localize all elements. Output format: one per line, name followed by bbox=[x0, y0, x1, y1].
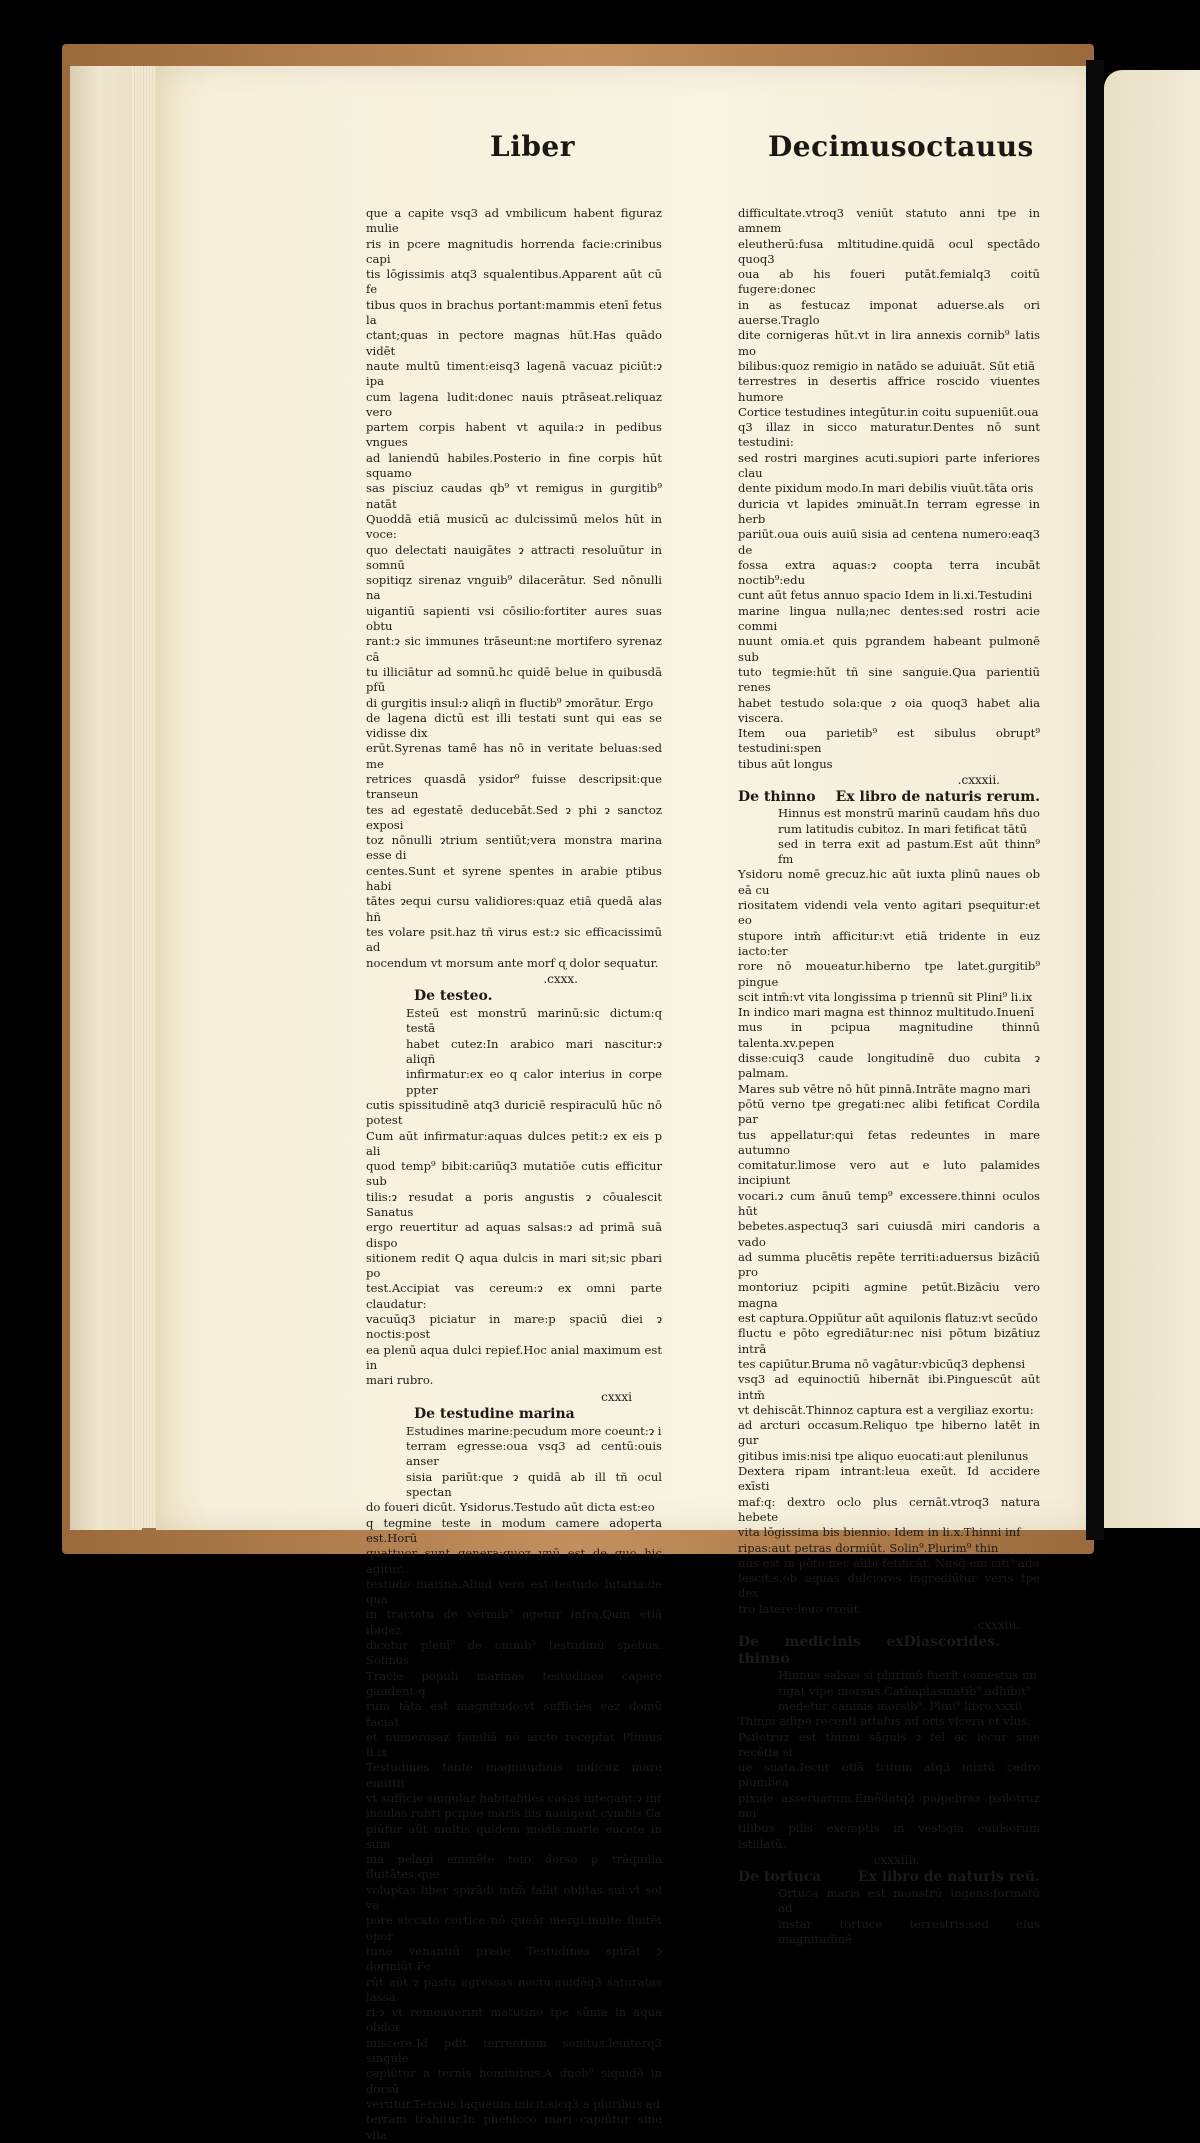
text-line: tes ad egestatē deducebāt.Sed ɂ phi ɂ sanctoz exposi bbox=[366, 802, 662, 832]
text-line: sopitiqz sirenaz vnguib⁹ dilacerātur. Sed nōnulli na bbox=[366, 573, 662, 603]
text-line: ctant;quas in pectore magnas hūt.Has quādo vidēt bbox=[366, 328, 662, 358]
section-text bbox=[738, 806, 1040, 1617]
text-line: Hinnus salsus si plurimū fuerit comestus mi bbox=[778, 1668, 1037, 1683]
text-line: fossa extra aquas:ɂ coopta terra incubāt noctib⁹:edu bbox=[738, 557, 1040, 588]
text-line: partem corpis habent vt aquila:ɂ in pedibus vngues bbox=[366, 420, 662, 450]
text-line: rant:ɂ sic immunes trāseunt:ne mortifero syrenaz cā bbox=[366, 634, 662, 664]
text-line: mus in pcipua magnitudine thinnū talenta.xv.pepen bbox=[738, 1020, 1040, 1050]
running-head-left: Liber bbox=[490, 130, 575, 163]
text-line: tune venantiū prede Testudines spirāt ɂ dormiūt.Fe bbox=[366, 1943, 662, 1974]
facing-page bbox=[1104, 70, 1200, 1528]
text-line: tes volare psit.haz tñ virus est:ɂ sic efficacissimū ad bbox=[366, 924, 662, 955]
text-line: tis lōgissimis atq3 squalentibus.Apparent aūt cū fe bbox=[366, 267, 662, 297]
text-line: cum lagena ludit:donec nauis ptrāseat.reliquaz vero bbox=[366, 389, 662, 419]
text-line: eleutherū:fusa mltitudine.quidā ocul spectādo quoq3 bbox=[738, 236, 1040, 266]
text-line: tibus aūt longus bbox=[738, 756, 833, 771]
text-line: ea plenū aqua dulci repief.Hoc anial maximum est in bbox=[366, 1342, 662, 1372]
text-line: miscere.Id pdit terrentium sonitus.leuiterq3 singule bbox=[366, 2035, 662, 2066]
text-line: dicetur plenī⁹ de omnib⁹ testudinū spēbus. Solinus bbox=[366, 1638, 662, 1668]
text-line: quattuor sunt genera:quoz vnū est de quo hic agitur. bbox=[366, 1546, 662, 1576]
text-line: tātes ɂequi cursu validiores:quaz etiā quedā alas hñ bbox=[366, 894, 662, 924]
text-line: Cum aūt infirmatur:aquas dulces petit:ɂ ex eis p ali bbox=[366, 1128, 662, 1158]
text-line: Thinni adipe recenti attalus ad oris vlcera et vlus. bbox=[738, 1714, 1031, 1729]
text-line: ue suata.Iecur etiā tritum atq3 mixtū cedro plumbea bbox=[738, 1760, 1040, 1790]
section-heading bbox=[738, 1634, 1040, 1668]
text-line: nuunt omia.et quis pgrandem habeant pulmonē sub bbox=[738, 634, 1040, 664]
section-heading: De testeo. bbox=[414, 988, 493, 1005]
text-line: naute multū timent:eisq3 lagenā vacuaz piciūt:ɂ ipa bbox=[366, 358, 662, 389]
text-line: In indico mari magna est thinnoz multitudo.Inuenī bbox=[738, 1005, 1035, 1020]
left-intro bbox=[366, 206, 662, 971]
text-line: montoriuz pcipiti agmine petūt.Bizāciu vero magna bbox=[738, 1280, 1040, 1310]
text-line: infirmatur:ex eo q calor interius in corpe ppter bbox=[406, 1067, 662, 1097]
text-line: testudo marina.Aliud vero est testudo lutaria:de qua bbox=[366, 1576, 662, 1607]
gutter-shadow bbox=[1086, 60, 1104, 1540]
text-line: Testudines tante magnitudinis indicuz mare emittit bbox=[366, 1760, 662, 1790]
right-column bbox=[738, 206, 1040, 1947]
chapter-number: .cxxxii. bbox=[957, 772, 1000, 787]
text-line: test.Accipiat vas cereum:ɂ ex omni parte claudatur: bbox=[366, 1281, 662, 1311]
heading-source: Ex libro de naturis rerum. bbox=[835, 789, 1040, 806]
page-edges bbox=[132, 66, 156, 1528]
text-line: q3 illaz in sicco maturatur.Dentes nō sunt testudini: bbox=[738, 420, 1040, 450]
text-line: medetur caninis morsib⁹. Plini⁹ libro.xxxii bbox=[778, 1698, 1023, 1713]
right-intro bbox=[738, 206, 1040, 772]
text-line: oua ab his foueri putāt.femialq3 coitū fugere:donec bbox=[738, 267, 1040, 297]
text-line: voluptas liber spirādi intm̄ fallit oblitas sui:vt sol va bbox=[366, 1882, 662, 1913]
text-line: cunt aūt fetus annuo spacio Idem in li.xi.Testudini bbox=[738, 588, 1033, 603]
text-line: tro latere:leuo exeūt. bbox=[738, 1601, 863, 1616]
text-line: sisia pariūt:que ɂ quidā ab ill tñ ocul spectan bbox=[406, 1469, 662, 1500]
heading-source: Diascorides. bbox=[903, 1634, 1000, 1651]
text-line: Cortice testudines integūtur.in coitu supueniūt.oua bbox=[738, 404, 1039, 419]
heading-title: De medicinis ex thinno bbox=[738, 1634, 904, 1668]
text-line: sed in terra exit ad pastum.Est aūt thinn⁹ fm bbox=[778, 836, 1040, 867]
text-line: terram egresse:oua vsq3 ad centū:ouis anser bbox=[406, 1439, 662, 1469]
text-line: Hinnus est monstrū marinū caudam hñs duo bbox=[778, 806, 1040, 821]
text-line: tuto tegmie:hūt tñ sine sanguie.Qua parientiū renes bbox=[738, 664, 1040, 695]
text-line: tus appellatur:qui fetas redeuntes in mare autumno bbox=[738, 1127, 1040, 1157]
text-line: instar tortuce terrestris:sed eius magnitudinē bbox=[778, 1916, 1040, 1947]
text-line: rum latitudis cubitoz. In mari fetificat tātū bbox=[778, 821, 1028, 836]
text-line: sitionem redit Q aqua dulcis in mari sit;sic pbari po bbox=[366, 1250, 662, 1281]
text-line: tilibus pilis exemptis in vestigia euulsorum istillatū. bbox=[738, 1821, 1040, 1851]
text-line: Item oua parietib⁹ est sibulus obrupt⁹ testudini:spen bbox=[738, 726, 1040, 756]
text-line: sed rostri margines acuti.supiori parte inferiores clau bbox=[738, 450, 1040, 481]
text-line: Mares sub vētre nō hūt pinnā.Intrāte magno mari bbox=[738, 1081, 1031, 1096]
running-head-right: Decimusoctauus bbox=[768, 130, 1034, 163]
section-heading bbox=[738, 1869, 1040, 1886]
text-line: ad summa plucētis repēte territi:aduersus bizāciū pro bbox=[738, 1249, 1040, 1280]
section-text bbox=[738, 1668, 1040, 1852]
text-line: pōtū verno tpe gregati:nec alibi fetificat Cordila par bbox=[738, 1096, 1040, 1127]
text-line: Esteū est monstrū marinū:sic dictum:q testā bbox=[406, 1006, 662, 1036]
text-line: vertitur.Tercius laqueum inicit:sicq3 a pluribus ad bbox=[366, 2096, 661, 2111]
text-line: nocendum vt morsum ante morf ɋ dolor sequatur. bbox=[366, 955, 659, 970]
text-line: terram trahitur.In phenicco mari capiūtur sine vlla bbox=[366, 2112, 662, 2142]
text-line: q tegmine teste in modum camere adoperta est.Horū bbox=[366, 1515, 662, 1545]
text-line: ris in pcere magnitudis horrenda facie:crinibus capi bbox=[366, 236, 662, 266]
left-column bbox=[366, 206, 662, 2143]
text-line: Dextera ripam intrant:leua exeūt. Id accidere exīsti bbox=[738, 1464, 1040, 1494]
text-line: ri:ɂ vt remeauerint matutino tpe sūma in aqua obdor bbox=[366, 2005, 662, 2035]
text-line: tilis:ɂ resudat a poris angustis ɂ cōualescit Sanatus bbox=[366, 1189, 662, 1219]
text-line: insulas rubri pcipue maris his nauigent cymbis.Ca bbox=[366, 1806, 662, 1821]
text-line: piūtur aūt multis quidem modis:marie eucete in sum bbox=[366, 1821, 662, 1851]
text-line: maf:q: dextro oclo plus cernāt.vtroq3 natura hebete bbox=[738, 1494, 1040, 1524]
text-line: rore nō moueatur.hiberno tpe latet.gurgitib⁹ pingue bbox=[738, 959, 1040, 989]
text-line: ergo reuertitur ad aquas salsas:ɂ ad primā suā dispo bbox=[366, 1220, 662, 1250]
text-line: Estudines marine:pecudum more coeunt:ɂ i bbox=[406, 1423, 662, 1438]
text-line: Ysidoru nomē grecuz.hic aūt iuxta plinū naues ob eā cu bbox=[738, 867, 1040, 897]
text-line: pariūt.oua ouis auiū sisia ad centena numero:eaq3 de bbox=[738, 527, 1040, 557]
section-heading bbox=[738, 789, 1040, 806]
text-line: quod temp⁹ bibit:cariūq3 mutatiōe cutis efficitur sub bbox=[366, 1159, 662, 1189]
section-text bbox=[738, 1886, 1040, 1947]
text-line: ad arcturi occasum.Reliquo tpe hiberno latēt in gur bbox=[738, 1418, 1040, 1448]
chapter-number: cxxxiiii. bbox=[873, 1852, 920, 1867]
text-line: comitatur.limose vero aut e luto palamides incipiunt bbox=[738, 1158, 1040, 1188]
text-line: tes capiūtur.Bruma nō vagātur:vbicūq3 dephensi bbox=[738, 1356, 1026, 1371]
text-line: duricia vt lapides ɂminuāt.In terram egresse in herb bbox=[738, 496, 1040, 526]
heading-title: De tortuca bbox=[738, 1869, 822, 1886]
text-line: toz nōnulli ɂtrium sentiūt;vera monstra marina esse di bbox=[366, 833, 662, 863]
text-line: dente pixidum modo.In mari debilis viuūt.tāta oris bbox=[738, 481, 1034, 496]
text-line: rūt aūt ɂ pastu egressas noctu.auidēq3 saturatas lassa bbox=[366, 1974, 662, 2004]
text-line: gitibus imis:nisi tpe aliquo euocati:aut plenilunus bbox=[738, 1448, 1029, 1463]
text-line: pore siccato cortice nō queāt mergi:inuite fluitēt opor bbox=[366, 1913, 662, 1943]
text-line: que a capite vsq3 ad vmbilicum habent figuraz mulie bbox=[366, 206, 662, 236]
text-line: tibus quos in brachus portant:mammis etenī fetus la bbox=[366, 297, 662, 328]
chapter-number: .cxxx. bbox=[543, 971, 578, 986]
text-line: mari rubro. bbox=[366, 1373, 434, 1388]
text-line: sas pisciuz caudas qb⁹ vt remigus in gurgitib⁹ natāt bbox=[366, 481, 662, 511]
text-line: Psilotruz est thinni sāguis ɂ fel ac iecur siue recētia si bbox=[738, 1729, 1040, 1759]
text-line: uigantiū sapienti vsi cōsilio:fortiter aures suas obtu bbox=[366, 603, 662, 634]
text-line: vacuūq3 piciatur in mare:p spaciū diei ɂ noctis:post bbox=[366, 1312, 662, 1342]
text-line: dite cornigeras hūt.vt in lira annexis cornib⁹ latis mo bbox=[738, 328, 1040, 358]
text-line: de lagena dictū est illi testati sunt qui eas se vidisse dix bbox=[366, 710, 662, 741]
text-line: et numerosaz familiā nō arcte receptat Plinius li.ix bbox=[366, 1729, 662, 1760]
text-line: ma pelagi eminēte toto dorso p trāquilla fluitātes:que bbox=[366, 1852, 662, 1882]
text-line: tigat vipe morsus.Cathaplasmatib⁹ adhibit⁹ bbox=[778, 1683, 1031, 1698]
text-line: marine lingua nulla;nec dentes:sed rostri acie commi bbox=[738, 603, 1040, 634]
text-line: Tracie populi marinas testudines capere gaudent:q bbox=[366, 1668, 662, 1698]
text-line: vocari.ɂ cum ānuū temp⁹ excessere.thinni oculos hūt bbox=[738, 1188, 1040, 1218]
text-line: stupore intm̄ afficitur:vt etiā tridente in euz iacto:ter bbox=[738, 928, 1040, 958]
text-line: bebetes.aspectuq3 sari cuiusdā miri candoris a vado bbox=[738, 1219, 1040, 1249]
text-line: Quoddā etiā musicū ac dulcissimū melos hūt in voce: bbox=[366, 511, 662, 542]
text-line: est captura.Oppiūtur aūt aquilonis flatuz:vt secūdo bbox=[738, 1311, 1038, 1326]
section-text bbox=[366, 1424, 662, 2143]
text-line: scit intm̄:vt vita longissima p triennū sit Plini⁹ li.ix bbox=[738, 989, 1033, 1004]
text-line: nus est in pōto:nec alibi fetificāt. Nusq̄ em citi⁹ ado bbox=[738, 1555, 1040, 1570]
text-line: in tractatu de vermib⁹ agetur infra.Quin etiā ibidez bbox=[366, 1607, 662, 1637]
text-line: capiūtur a ternis hominibus.A duob⁹ siquidē in dorsū bbox=[366, 2066, 662, 2096]
text-line: cutis spissitudinē atq3 duriciē respiraculū hūc nō potest bbox=[366, 1097, 662, 1128]
text-line: rum tāta est magnitudo:vt sufficiēs eaz domū faciat bbox=[366, 1699, 662, 1729]
text-line: lescit.s.ob aquas dulciores ingrediūtur veris tpe dex bbox=[738, 1571, 1040, 1601]
text-line: ad laniendū habiles.Posterio in fine corpis hūt squamo bbox=[366, 450, 662, 481]
text-line: vita lōgissima bis biennio. Idem in li.x.Thinni inf bbox=[738, 1525, 1021, 1540]
chapter-number: .cxxxiii. bbox=[973, 1618, 1020, 1633]
text-line: tu illiciātur ad somnū.hc quidē belue in quibusdā pfū bbox=[366, 664, 662, 695]
text-line: bilibus:quoz remigio in natādo se aduiuāt. Sūt etiā bbox=[738, 358, 1036, 373]
section-heading: De testudine marina bbox=[414, 1405, 575, 1422]
text-line: retrices quasdā ysidor⁹ fuisse descripsit:que transeun bbox=[366, 771, 662, 802]
text-line: fluctu e pōto egrediātur:nec nisi pōtum bizātiuz intrā bbox=[738, 1326, 1040, 1356]
text-line: terrestres in desertis affrice roscido viuentes humore bbox=[738, 374, 1040, 404]
text-line: riositatem videndi vela vento agitari psequitur:et eo bbox=[738, 898, 1040, 928]
heading-source: Ex libro de naturis reū. bbox=[857, 1869, 1040, 1886]
text-line: disse:cuiq3 caude longitudinē duo cubita ɂ palmam. bbox=[738, 1051, 1040, 1081]
text-line: habet testudo sola:que ɂ oia quoq3 habet alia viscera. bbox=[738, 695, 1040, 725]
text-line: do foueri dicūt. Ysidorus.Testudo aūt dicta est:eo bbox=[366, 1500, 655, 1515]
section-text bbox=[366, 1006, 662, 1388]
text-line: di gurgitis insul:ɂ aliqñ in fluctib⁹ ɂmorātur. Ergo bbox=[366, 695, 654, 710]
text-line: habet cutez:In arabico mari nascitur:ɂ aliqñ bbox=[406, 1036, 662, 1067]
heading-title: De thinno bbox=[738, 789, 816, 806]
text-line: Ortuca maris est monstrū ingens:formatū ad bbox=[778, 1886, 1040, 1916]
text-line: erūt.Syrenas tamē has nō in veritate beluas:sed me bbox=[366, 741, 662, 771]
text-line: difficultate.vtroq3 veniūt statuto anni tpe in amnem bbox=[738, 206, 1040, 236]
text-line: vsq3 ad equinoctiū hibernāt ibi.Pinguescūt aūt intm̄ bbox=[738, 1372, 1040, 1402]
text-line: vt sufficie singulaz habitabiles casas integant:ɂ inf bbox=[366, 1790, 662, 1805]
text-line: quo delectati nauigātes ɂ attracti resoluūtur in somnū bbox=[366, 542, 662, 572]
text-line: centes.Sunt et syrene spentes in arabie ptibus habi bbox=[366, 863, 662, 894]
text-line: pixide asseruarum.Emēdatq3 palpebras psilotruz mu bbox=[738, 1790, 1040, 1820]
text-line: ripas:aut petras dormiūt. Solin⁹.Plurim⁹ thin bbox=[738, 1540, 999, 1555]
text-line: in as festucaz imponat aduerse.als ori auerse.Traglo bbox=[738, 297, 1040, 328]
text-line: vt dehiscāt.Thinnoz captura est a vergiliaz exortu: bbox=[738, 1402, 1034, 1417]
chapter-number: cxxxi bbox=[601, 1389, 632, 1404]
